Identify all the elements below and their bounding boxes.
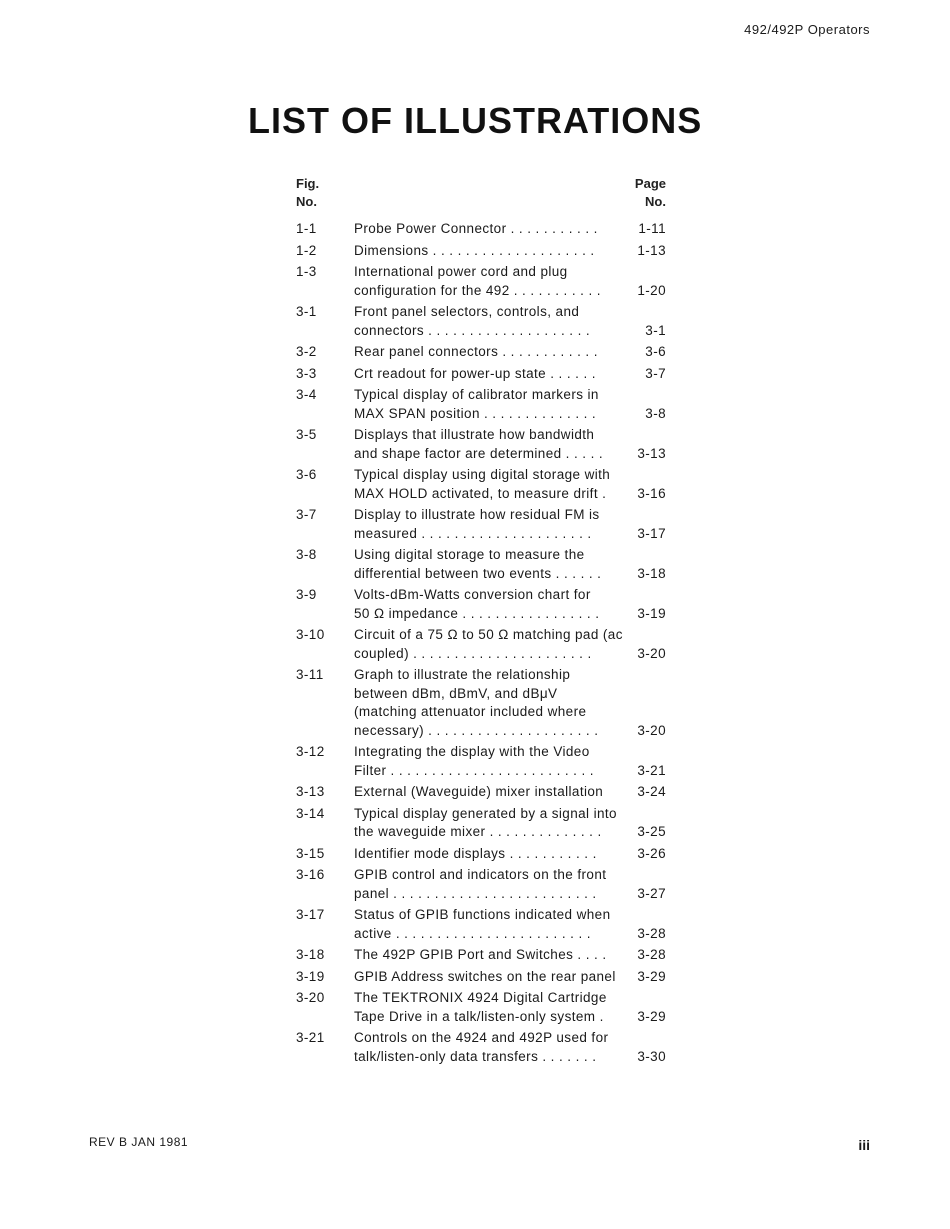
caption-line: Controls on the 4924 and 492P used for [354,1030,609,1045]
page-reference: 3-27 [637,885,666,901]
caption-line: connectors . . . . . . . . . . . . . . . . . . . . [354,322,591,338]
list-item [296,506,676,543]
figure-number: 3-12 [296,744,325,759]
caption-line: The TEKTRONIX 4924 Digital Cartridge [354,990,607,1005]
figure-number: 3-15 [296,845,325,861]
caption-line: between dBm, dBmV, and dBμV [354,685,558,701]
caption-line: Typical display using digital storage with [354,467,611,482]
caption-line: Using digital storage to measure the [354,547,585,562]
caption-line: Typical display of calibrator markers in [354,387,599,402]
figure-number: 3-18 [296,947,325,962]
page-reference: 3-17 [637,525,666,541]
figure-number: 3-14 [296,805,325,821]
illustrations-list [296,220,676,1069]
caption-line: Typical display generated by a signal into [354,805,617,821]
caption-line: the waveguide mixer . . . . . . . . . . . . . . [354,824,602,839]
figure-caption [354,506,624,543]
page-reference: 3-8 [645,405,666,421]
fig-column-header [296,175,319,211]
list-item [296,968,676,987]
caption-line: Volts-dBm-Watts conversion chart for [354,587,591,602]
list-item [296,946,676,965]
figure-number: 3-5 [296,427,317,442]
caption-line: Dimensions . . . . . . . . . . . . . . . . . . . . [354,242,595,258]
caption-line: talk/listen-only data transfers . . . . . . . [354,1048,597,1064]
caption-line: active . . . . . . . . . . . . . . . . . . . . . . . . [354,925,591,941]
caption-line: Graph to illustrate the relationship [354,667,571,682]
list-item [296,343,676,362]
caption-line: (matching attenuator included where [354,704,587,719]
caption-line: External (Waveguide) mixer installation [354,784,604,799]
figure-number: 3-10 [296,627,325,642]
page-reference: 3-19 [637,605,666,621]
page-reference: 3-28 [637,925,666,941]
figure-caption [354,220,624,239]
list-item [296,546,676,583]
figure-number: 3-1 [296,304,317,319]
caption-line: Status of GPIB functions indicated when [354,907,611,922]
figure-caption [354,303,624,340]
caption-line: MAX SPAN position . . . . . . . . . . . . . . [354,405,597,421]
page-reference: 1-11 [638,221,666,236]
caption-line: and shape factor are determined . . . . . [354,445,604,461]
page-reference: 3-29 [637,968,666,984]
caption-line: Rear panel connectors . . . . . . . . . . . . [354,344,598,359]
page-reference: 3-7 [645,365,666,381]
figure-number: 1-1 [296,221,317,236]
list-item [296,386,676,423]
figure-caption [354,365,624,384]
page-reference: 3-25 [637,824,666,839]
caption-line: Integrating the display with the Video [354,744,590,759]
caption-line: International power cord and plug [354,264,568,279]
figure-number: 3-19 [296,968,325,984]
revision-label: REV B JAN 1981 [89,1135,189,1149]
caption-line: differential between two events . . . . . . [354,565,602,581]
figure-caption [354,626,624,663]
fig-header-line1: Fig. [296,176,320,191]
figure-number: 3-11 [296,667,324,682]
list-item [296,1029,676,1066]
figure-caption [354,426,624,463]
manual-header: 492/492P Operators [744,22,870,37]
figure-number: 3-13 [296,784,325,799]
page-reference: 3-21 [637,762,666,778]
page-reference: 1-20 [637,282,666,298]
caption-line: 50 Ω impedance . . . . . . . . . . . . . . . . . [354,605,600,621]
figure-caption [354,466,624,503]
page-reference: 3-18 [637,565,666,581]
caption-line: Probe Power Connector . . . . . . . . . . . [354,221,598,236]
figure-caption [354,343,624,362]
page-header-line2: No. [645,194,666,209]
figure-caption [354,968,624,987]
caption-line: Circuit of a 75 Ω to 50 Ω matching pad (ac [354,627,623,642]
page-reference: 3-20 [637,722,666,738]
caption-line: The 492P GPIB Port and Switches . . . . [354,947,607,962]
figure-number: 3-21 [296,1030,325,1045]
caption-line: coupled) . . . . . . . . . . . . . . . . . . . . . . [354,645,592,661]
figure-number: 3-8 [296,547,317,562]
caption-line: Identifier mode displays . . . . . . . . . . . [354,845,597,861]
figure-caption [354,666,624,740]
list-item [296,466,676,503]
list-item [296,783,676,802]
figure-number: 3-17 [296,907,325,922]
figure-caption [354,906,624,943]
caption-line: Front panel selectors, controls, and [354,304,580,319]
figure-caption [354,263,624,300]
caption-line: MAX HOLD activated, to measure drift . [354,485,607,501]
list-item [296,263,676,300]
figure-caption [354,845,624,864]
list-item [296,989,676,1026]
list-item [296,906,676,943]
page-reference: 3-24 [637,784,666,799]
figure-caption [354,1029,624,1066]
list-item [296,866,676,903]
figure-number: 1-2 [296,242,317,258]
figure-number: 3-9 [296,587,317,602]
caption-line: measured . . . . . . . . . . . . . . . . . . . . . [354,525,592,541]
figure-caption [354,866,624,903]
page-number: iii [858,1137,870,1153]
page-reference: 3-16 [637,485,666,501]
caption-line: Crt readout for power-up state . . . . . . [354,365,596,381]
figure-number: 3-6 [296,467,317,482]
caption-line: Displays that illustrate how bandwidth [354,427,595,442]
page-header-line1: Page [634,176,666,191]
caption-line: Tape Drive in a talk/listen-only system . [354,1008,604,1024]
figure-number: 3-2 [296,344,317,359]
page-reference: 3-1 [645,322,666,338]
list-item [296,220,676,239]
caption-line: Filter . . . . . . . . . . . . . . . . . . . . . . . . . [354,762,594,778]
list-item [296,626,676,663]
figure-caption [354,783,624,802]
caption-line: GPIB Address switches on the rear panel [354,968,616,984]
figure-number: 3-16 [296,867,325,882]
fig-header-line2: No. [296,194,317,209]
figure-caption [354,946,624,965]
page-reference: 1-13 [637,242,666,258]
figure-number: 3-3 [296,365,317,381]
figure-number: 3-20 [296,990,325,1005]
page-title: LIST OF ILLUSTRATIONS [248,100,703,141]
figure-caption [354,743,624,780]
figure-number: 3-7 [296,507,317,522]
list-item [296,242,676,261]
figure-caption [354,586,624,623]
caption-line: Display to illustrate how residual FM is [354,507,600,522]
page-reference: 3-6 [645,344,666,359]
list-item [296,426,676,463]
page-column-header [620,175,666,211]
figure-caption [354,386,624,423]
page-reference: 3-29 [637,1008,666,1024]
figure-caption [354,242,624,261]
figure-caption [354,805,624,842]
page-reference: 3-26 [637,845,666,861]
page-reference: 3-20 [637,645,666,661]
list-item [296,365,676,384]
page-reference: 3-28 [637,947,666,962]
list-item [296,666,676,740]
page-reference: 3-30 [637,1048,666,1064]
list-item [296,586,676,623]
caption-line: GPIB control and indicators on the front [354,867,607,882]
figure-number: 1-3 [296,264,317,279]
figure-caption [354,989,624,1026]
list-item [296,845,676,864]
list-item [296,805,676,842]
figure-number: 3-4 [296,387,317,402]
caption-line: configuration for the 492 . . . . . . . . . . . [354,282,601,298]
page-reference: 3-13 [637,445,666,461]
caption-line: panel . . . . . . . . . . . . . . . . . . . . . . . . . [354,885,597,901]
caption-line: necessary) . . . . . . . . . . . . . . . . . . . . . [354,722,599,738]
list-item [296,743,676,780]
figure-caption [354,546,624,583]
list-item [296,303,676,340]
